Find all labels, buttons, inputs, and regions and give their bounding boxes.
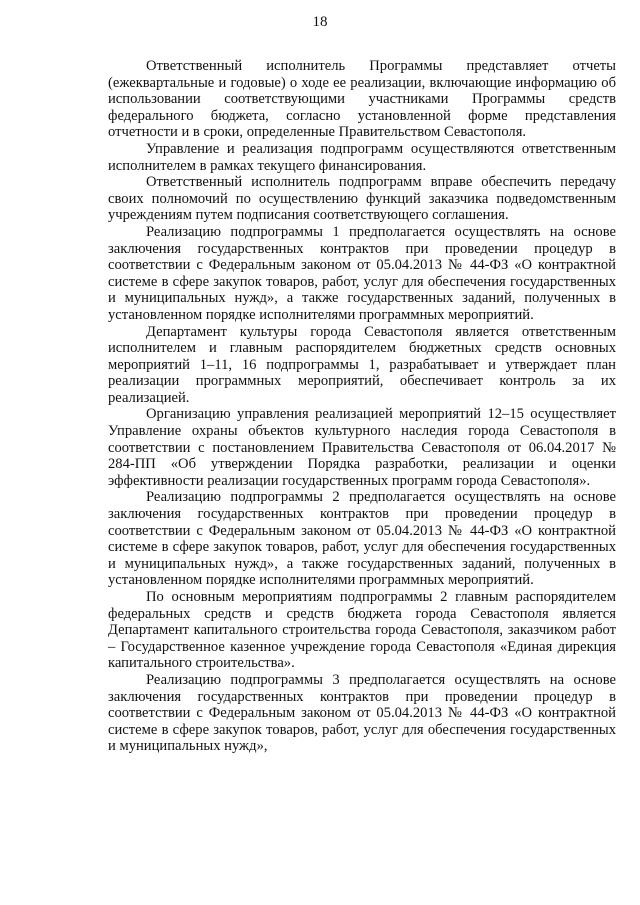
paragraph-subprogram-2: Реализацию подпрограммы 2 предполагается осуществлять на основе заключения государственных контрактов при проведении процедур в соответствии с Федеральным законом от 05.04.2013 № 44-ФЗ «О контрактной системе в сфере закупок товаров, работ, услуг для обеспечения государственных и муниципальных нужд», а также государственных заданий, полученных в установленном порядке исполнителями программных мероприятий.: [108, 489, 616, 589]
page-number: 18: [312, 14, 328, 30]
paragraph-reporting: Ответственный исполнитель Программы представляет отчеты (ежеквартальные и годовые) о ходе ее реализации, включающие информацию об использовании соответствующими участниками Программы средств федерального бюджета, согласно установленной форме представления отчетности и в сроки, определенные Правительством Севастополя.: [108, 58, 616, 141]
document-body: [108, 58, 616, 755]
paragraph-subprogram-1: Реализацию подпрограммы 1 предполагается осуществлять на основе заключения государственных контрактов при проведении процедур в соответствии с Федеральным законом от 05.04.2013 № 44-ФЗ «О контрактной системе в сфере закупок товаров, работ, услуг для обеспечения государственных и муниципальных нужд», а также государственных заданий, полученных в установленном порядке исполнителями программных мероприятий.: [108, 223, 616, 323]
paragraph-culture-department: Департамент культуры города Севастополя является ответственным исполнителем и главным распорядителем бюджетных средств основных мероприятий 1–11, 16 подпрограммы 1, разрабатывает и утверждает план реализации программных мероприятий, обеспечивает контроль за их реализацией.: [108, 323, 616, 406]
paragraph-management: Управление и реализация подпрограмм осуществляются ответственным исполнителем в рамках текущего финансирования.: [108, 140, 616, 174]
paragraph-delegation: Ответственный исполнитель подпрограмм вправе обеспечить передачу своих полномочий по осуществлению функций заказчика подведомственным учреждениям путем подписания соответствующего соглашения.: [108, 174, 616, 224]
paragraph-construction-department: По основным мероприятиям подпрограммы 2 главным распорядителем федеральных средств и средств бюджета города Севастополя является Департамент капитального строительства города Севастополя, заказчиком работ – Государственное казенное учреждение города Севастополя «Единая дирекция капитального строительства».: [108, 589, 616, 672]
paragraph-heritage-management: Организацию управления реализацией мероприятий 12–15 осуществляет Управление охраны объектов культурного наследия города Севастополя в соответствии с постановлением Правительства Севастополя от 06.04.2017 № 284-ПП «Об утверждении Порядка разработки, реализации и оценки эффективности реализации государственных программ города Севастополя».: [108, 406, 616, 489]
paragraph-subprogram-3: Реализацию подпрограммы 3 предполагается осуществлять на основе заключения государственных контрактов при проведении процедур в соответствии с Федеральным законом от 05.04.2013 № 44-ФЗ «О контрактной системе в сфере закупок товаров, работ, услуг для обеспечения государственных и муниципальных нужд»,: [108, 671, 616, 755]
